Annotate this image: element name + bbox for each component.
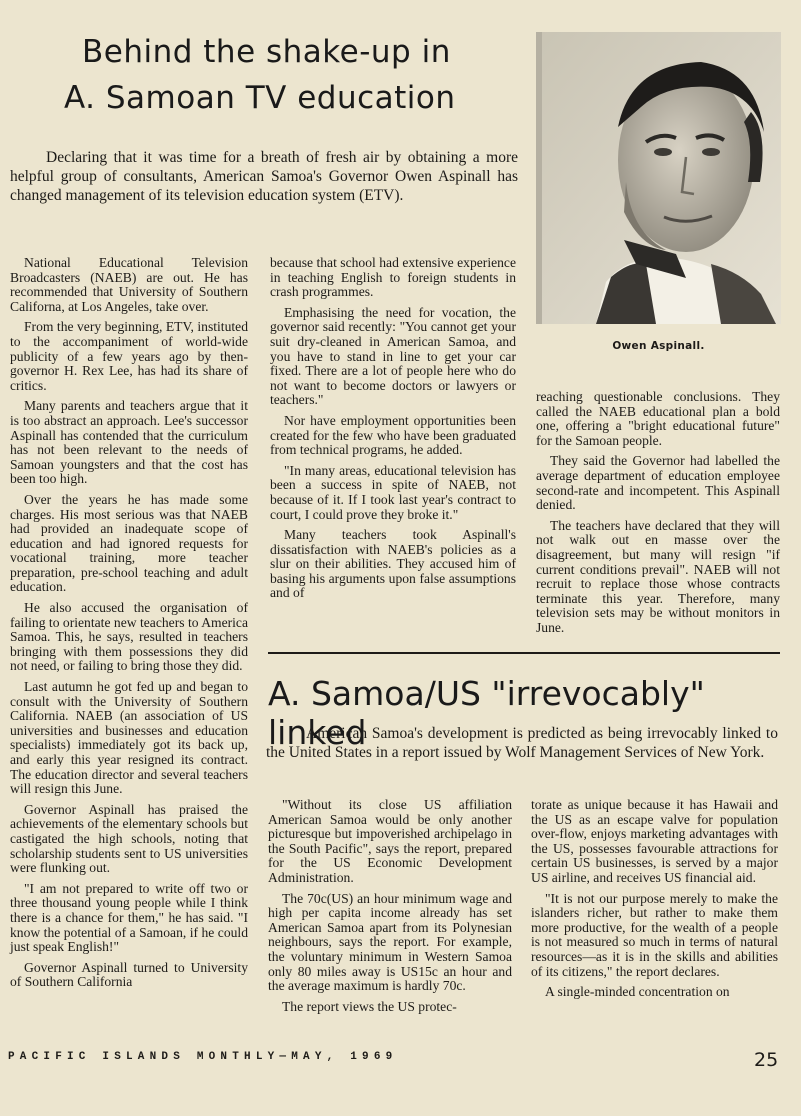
article-column-2 (270, 256, 516, 607)
photo-caption: Owen Aspinall. (612, 340, 705, 352)
paragraph: Governor Aspinall has praised the achievements of the elementary schools but castigated the high schools, noting that scholarship students sent to US universities were flunking out. (10, 801, 248, 876)
paragraph: "I am not prepared to write off two or three thousand young people while I think there is a chance for them," he has said. "I know the potential of a Samoan, if he could just speak English!" (10, 880, 248, 955)
article-column-1 (10, 256, 248, 996)
paragraph: "Without its close US affiliation American Samoa would be only another picturesque but impoverished archipelago in the South Pacific", says the report, prepared for the US Economic Development Administration. (268, 797, 512, 885)
paragraph: Governor Aspinall turned to University of Southern California (10, 959, 248, 990)
portrait-illustration (536, 32, 781, 324)
paragraph: "It is not our purpose merely to make the islanders richer, but rather to make them more productive, for the wealth of a people is not measured so much in terms of natural resources—as it is in the skills and abilities of its citizens," the report declares. (531, 890, 778, 979)
article-title-line-2: A. Samoan TV education (64, 80, 456, 116)
paragraph: because that school had extensive experience in teaching English to foreign students in crash programmes. (270, 255, 516, 300)
paragraph: National Educational Television Broadcasters (NAEB) are out. He has recommended that University of Southern Californa, at Los Angeles, take over. (10, 255, 248, 314)
article-2-title: A. Samoa/US "irrevocably" linked (268, 674, 705, 752)
paragraph: "In many areas, educational television has been a success in spite of NAEB, not because of it. If I took last year's contract to court, I could prove they broke it." (270, 462, 516, 522)
paragraph: Emphasising the need for vocation, the governor said recently: "You cannot get your suit dry-cleaned in American Samoa, and you have to stand in line to get your car fixed. There are a lot of people here who do not want to become doctors or lawyers or teachers." (270, 304, 516, 408)
running-footer: PACIFIC ISLANDS MONTHLY—MAY, 1969 (8, 1051, 398, 1063)
paragraph: Over the years he has made some charges. His most serious was that NAEB had provided an inadequate scope of education and had ignored requests for vocational training, more teacher preparation, pre-school teaching and adult education. (10, 491, 248, 595)
paragraph: They said the Governor had labelled the average department of education employee second-rate and incompetent. This Aspinall denied. (536, 453, 780, 513)
paragraph: He also accused the organisation of failing to orientate new teachers to America Samoa. This, he says, resulted in teachers bringing with them possessions they did not need, or failing to bring those they did. (10, 600, 248, 674)
paragraph: Nor have employment opportunities been created for the few who have been graduated from technical programs, he added. (270, 412, 516, 458)
paragraph: The teachers have declared that they will not walk out en masse over the disagreement, but many will resign "if current conditions prevail". NAEB will not recruit to replace those whose contracts terminate this year. Therefore, many television sets may be without monitors in June. (536, 517, 780, 635)
article-title-line-1: Behind the shake-up in (82, 34, 451, 70)
paragraph: Many parents and teachers argue that it is too abstract an approach. Lee's successor Aspinall has contended that the curriculum has not been relevant to the needs of Samoan youngsters and that the cost has been too high. (10, 398, 248, 487)
section-divider (268, 652, 780, 654)
article-2-column-2 (531, 798, 778, 1006)
paragraph: Last autumn he got fed up and began to consult with the University of Southern California. NAEB (an association of US universities and businesses and education specialists) immediately got its back up, and early this year resigned its contract. The education director and several teachers will resign this June. (10, 679, 248, 797)
article-column-3 (536, 390, 780, 642)
portrait-photo (536, 32, 781, 324)
paragraph: From the very beginning, ETV, instituted to the accompaniment of world-wide publicity of a few years ago by then-governor H. Rex Lee, has had its share of critics. (10, 319, 248, 393)
paragraph: A single-minded concentration on (545, 984, 730, 1000)
paragraph: reaching questionable conclusions. They called the NAEB educational plan a bold one, offering a "bright educational future" for the Samoan people. (536, 389, 780, 448)
page-number: 25 (754, 1049, 779, 1071)
article-intro: Declaring that it was time for a breath of fresh air by obtaining a more helpful group of consultants, American Samoa's Governor Owen Aspinall has changed management of its television education system (ETV). (10, 149, 518, 204)
article-2-column-1 (268, 798, 512, 1020)
paragraph: torate as unique because it has Hawaii and the US as an escape valve for population over-flow, enjoys marketing advantages with the US, possesses favourable attractions for certain US businesses, is served by a major US airline, and receives US financial aid. (531, 797, 778, 885)
paragraph: The 70c(US) an hour minimum wage and high per capita income already has set American Samoa apart from its Polynesian neighbours, says the report. For example, the voluntary minimum in Western Samoa only 80 miles away is US15c an hour and the average maximum is hardly 70c. (268, 890, 512, 994)
article-2-intro: American Samoa's development is predicted as being irrevocably linked to the United States in a report issued by Wolf Management Services of New York. (266, 725, 778, 761)
paragraph: The report views the US protec- (282, 998, 457, 1014)
paragraph: Many teachers took Aspinall's dissatisfaction with NAEB's policies as a slur on their abilities. They accused him of basing his arguments upon false assumptions and of (270, 527, 516, 601)
